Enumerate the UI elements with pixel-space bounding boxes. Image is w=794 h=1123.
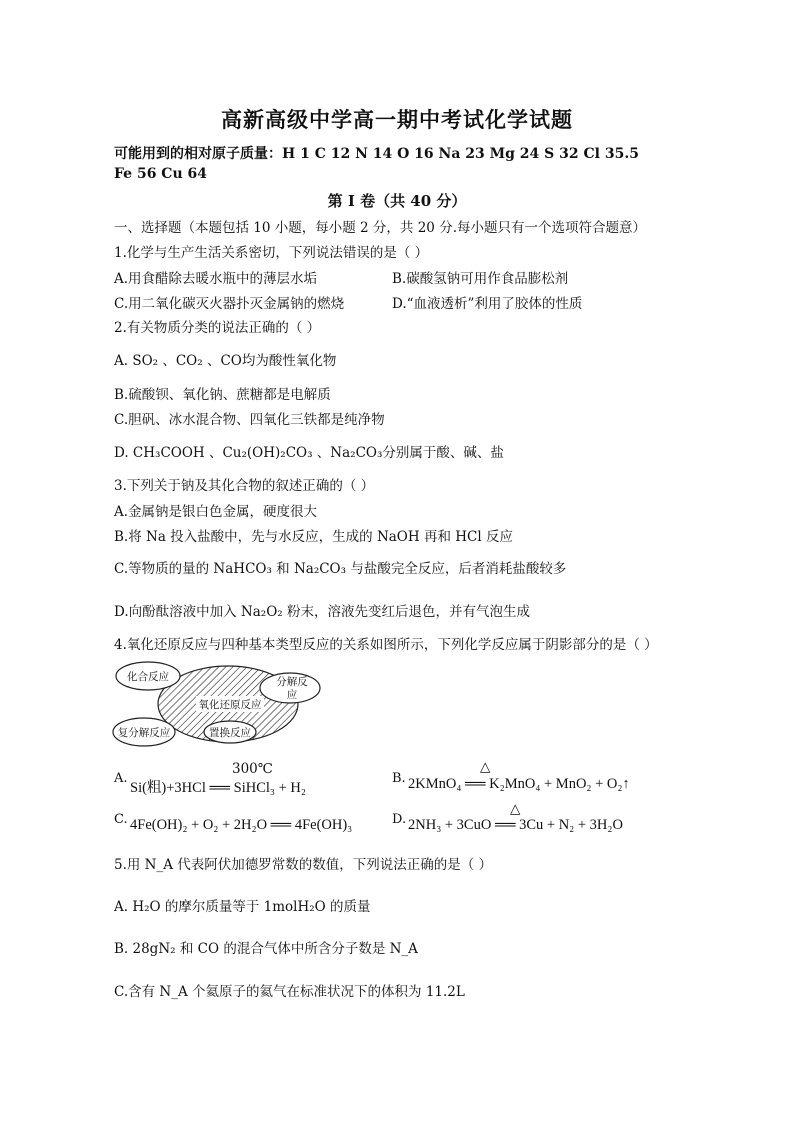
question-3-stem: 3.下列关于钠及其化合物的叙述正确的（ ） bbox=[114, 478, 375, 494]
question-1-option-b: B.碳酸氢钠可用作食品膨松剂 bbox=[392, 271, 569, 287]
section-instruction: 一、选择题（本题包括 10 小题，每小题 2 分，共 20 分.每小题只有一个选项符合题意） bbox=[114, 220, 646, 236]
question-3-option-d: D.向酚酞溶液中加入 Na₂O₂ 粉末，溶液先变红后退色，并有气泡生成 bbox=[114, 604, 530, 620]
question-4-option-a-label: A. bbox=[114, 771, 128, 786]
combination-label: 化合反应 bbox=[127, 671, 169, 683]
question-3-option-c: C.等物质的量的 NaHCO₃ 和 Na₂CO₃ 与盐酸完全反应，后者消耗盐酸较多 bbox=[114, 561, 567, 577]
question-5-stem: 5.用 N_A 代表阿伏加德罗常数的数值，下列说法正确的是（ ） bbox=[114, 857, 493, 873]
question-5-option-b: B. 28gN₂ 和 CO 的混合气体中所含分子数是 N_A bbox=[114, 941, 418, 957]
decomposition-label-line1: 分解反 bbox=[276, 676, 308, 688]
question-4-option-d-formula: 2NH₃ + 3CuO ══ 3Cu + N₂ + 3H₂O bbox=[408, 817, 623, 833]
reaction-relationship-diagram bbox=[112, 660, 322, 750]
question-2-stem: 2.有关物质分类的说法正确的（ ） bbox=[114, 320, 321, 336]
question-4-option-d-condition: △ bbox=[510, 801, 521, 817]
question-4-option-d-label: D. bbox=[392, 812, 407, 827]
section-title: 第 I 卷（共 40 分） bbox=[327, 192, 467, 210]
question-2-option-c: C.胆矾、冰水混合物、四氧化三铁都是纯净物 bbox=[114, 412, 385, 428]
atomic-mass-line-1: 可能用到的相对原子质量：H 1 C 12 N 14 O 16 Na 23 Mg 24 S 32 Cl 35.5 bbox=[114, 146, 639, 162]
question-5-option-c: C.含有 N_A 个氦原子的氦气在标准状况下的体积为 11.2L bbox=[114, 984, 465, 1000]
question-4-stem: 4.氧化还原反应与四种基本类型反应的关系如图所示，下列化学反应属于阴影部分的是（ ） bbox=[114, 637, 658, 653]
question-5-option-a: A. H₂O 的摩尔质量等于 1molH₂O 的质量 bbox=[114, 899, 371, 915]
single-displacement-label: 置换反应 bbox=[209, 727, 251, 739]
double-displacement-label: 复分解反应 bbox=[117, 727, 171, 739]
redox-label: 氧化还原反应 bbox=[198, 699, 262, 711]
question-4-option-b-formula: 2KMnO₄ ══ K₂MnO₄ + MnO₂ + O₂↑ bbox=[408, 776, 630, 792]
question-1-option-d: D.“血液透析”利用了胶体的性质 bbox=[392, 296, 583, 312]
question-3-option-b: B.将 Na 投入盐酸中，先与水反应，生成的 NaOH 再和 HCl 反应 bbox=[114, 529, 513, 545]
decomposition-label-line2: 应 bbox=[286, 689, 298, 701]
question-4-option-c-label: C. bbox=[114, 812, 128, 827]
page-title: 高新高级中学高一期中考试化学试题 bbox=[221, 107, 573, 132]
atomic-mass-line-2: Fe 56 Cu 64 bbox=[114, 166, 207, 182]
question-1-option-c: C.用二氧化碳灭火器扑灭金属钠的燃烧 bbox=[114, 296, 345, 312]
question-4-option-b-condition: △ bbox=[480, 759, 491, 775]
question-4-option-a-condition: 300℃ bbox=[232, 761, 273, 777]
question-1-stem: 1.化学与生产生活关系密切，下列说法错误的是（ ） bbox=[114, 245, 429, 261]
question-4-option-b-label: B. bbox=[392, 771, 406, 786]
question-4-option-c-formula: 4Fe(OH)₂ + O₂ + 2H₂O ══ 4Fe(OH)₃ bbox=[130, 817, 353, 833]
question-2-option-d: D. CH₃COOH 、Cu₂(OH)₂CO₃ 、Na₂CO₃分别属于酸、碱、盐 bbox=[114, 445, 504, 461]
question-2-option-a: A. SO₂ 、CO₂ 、CO均为酸性氧化物 bbox=[114, 353, 337, 369]
question-2-option-b: B.硫酸钡、氧化钠、蔗糖都是电解质 bbox=[114, 387, 331, 403]
question-1-option-a: A.用食醋除去暖水瓶中的薄层水垢 bbox=[114, 271, 318, 287]
question-4-option-a-formula: Si(粗)+3HCl ══ SiHCl₃ + H₂ bbox=[130, 780, 306, 796]
question-3-option-a: A.金属钠是银白色金属，硬度很大 bbox=[114, 504, 318, 520]
